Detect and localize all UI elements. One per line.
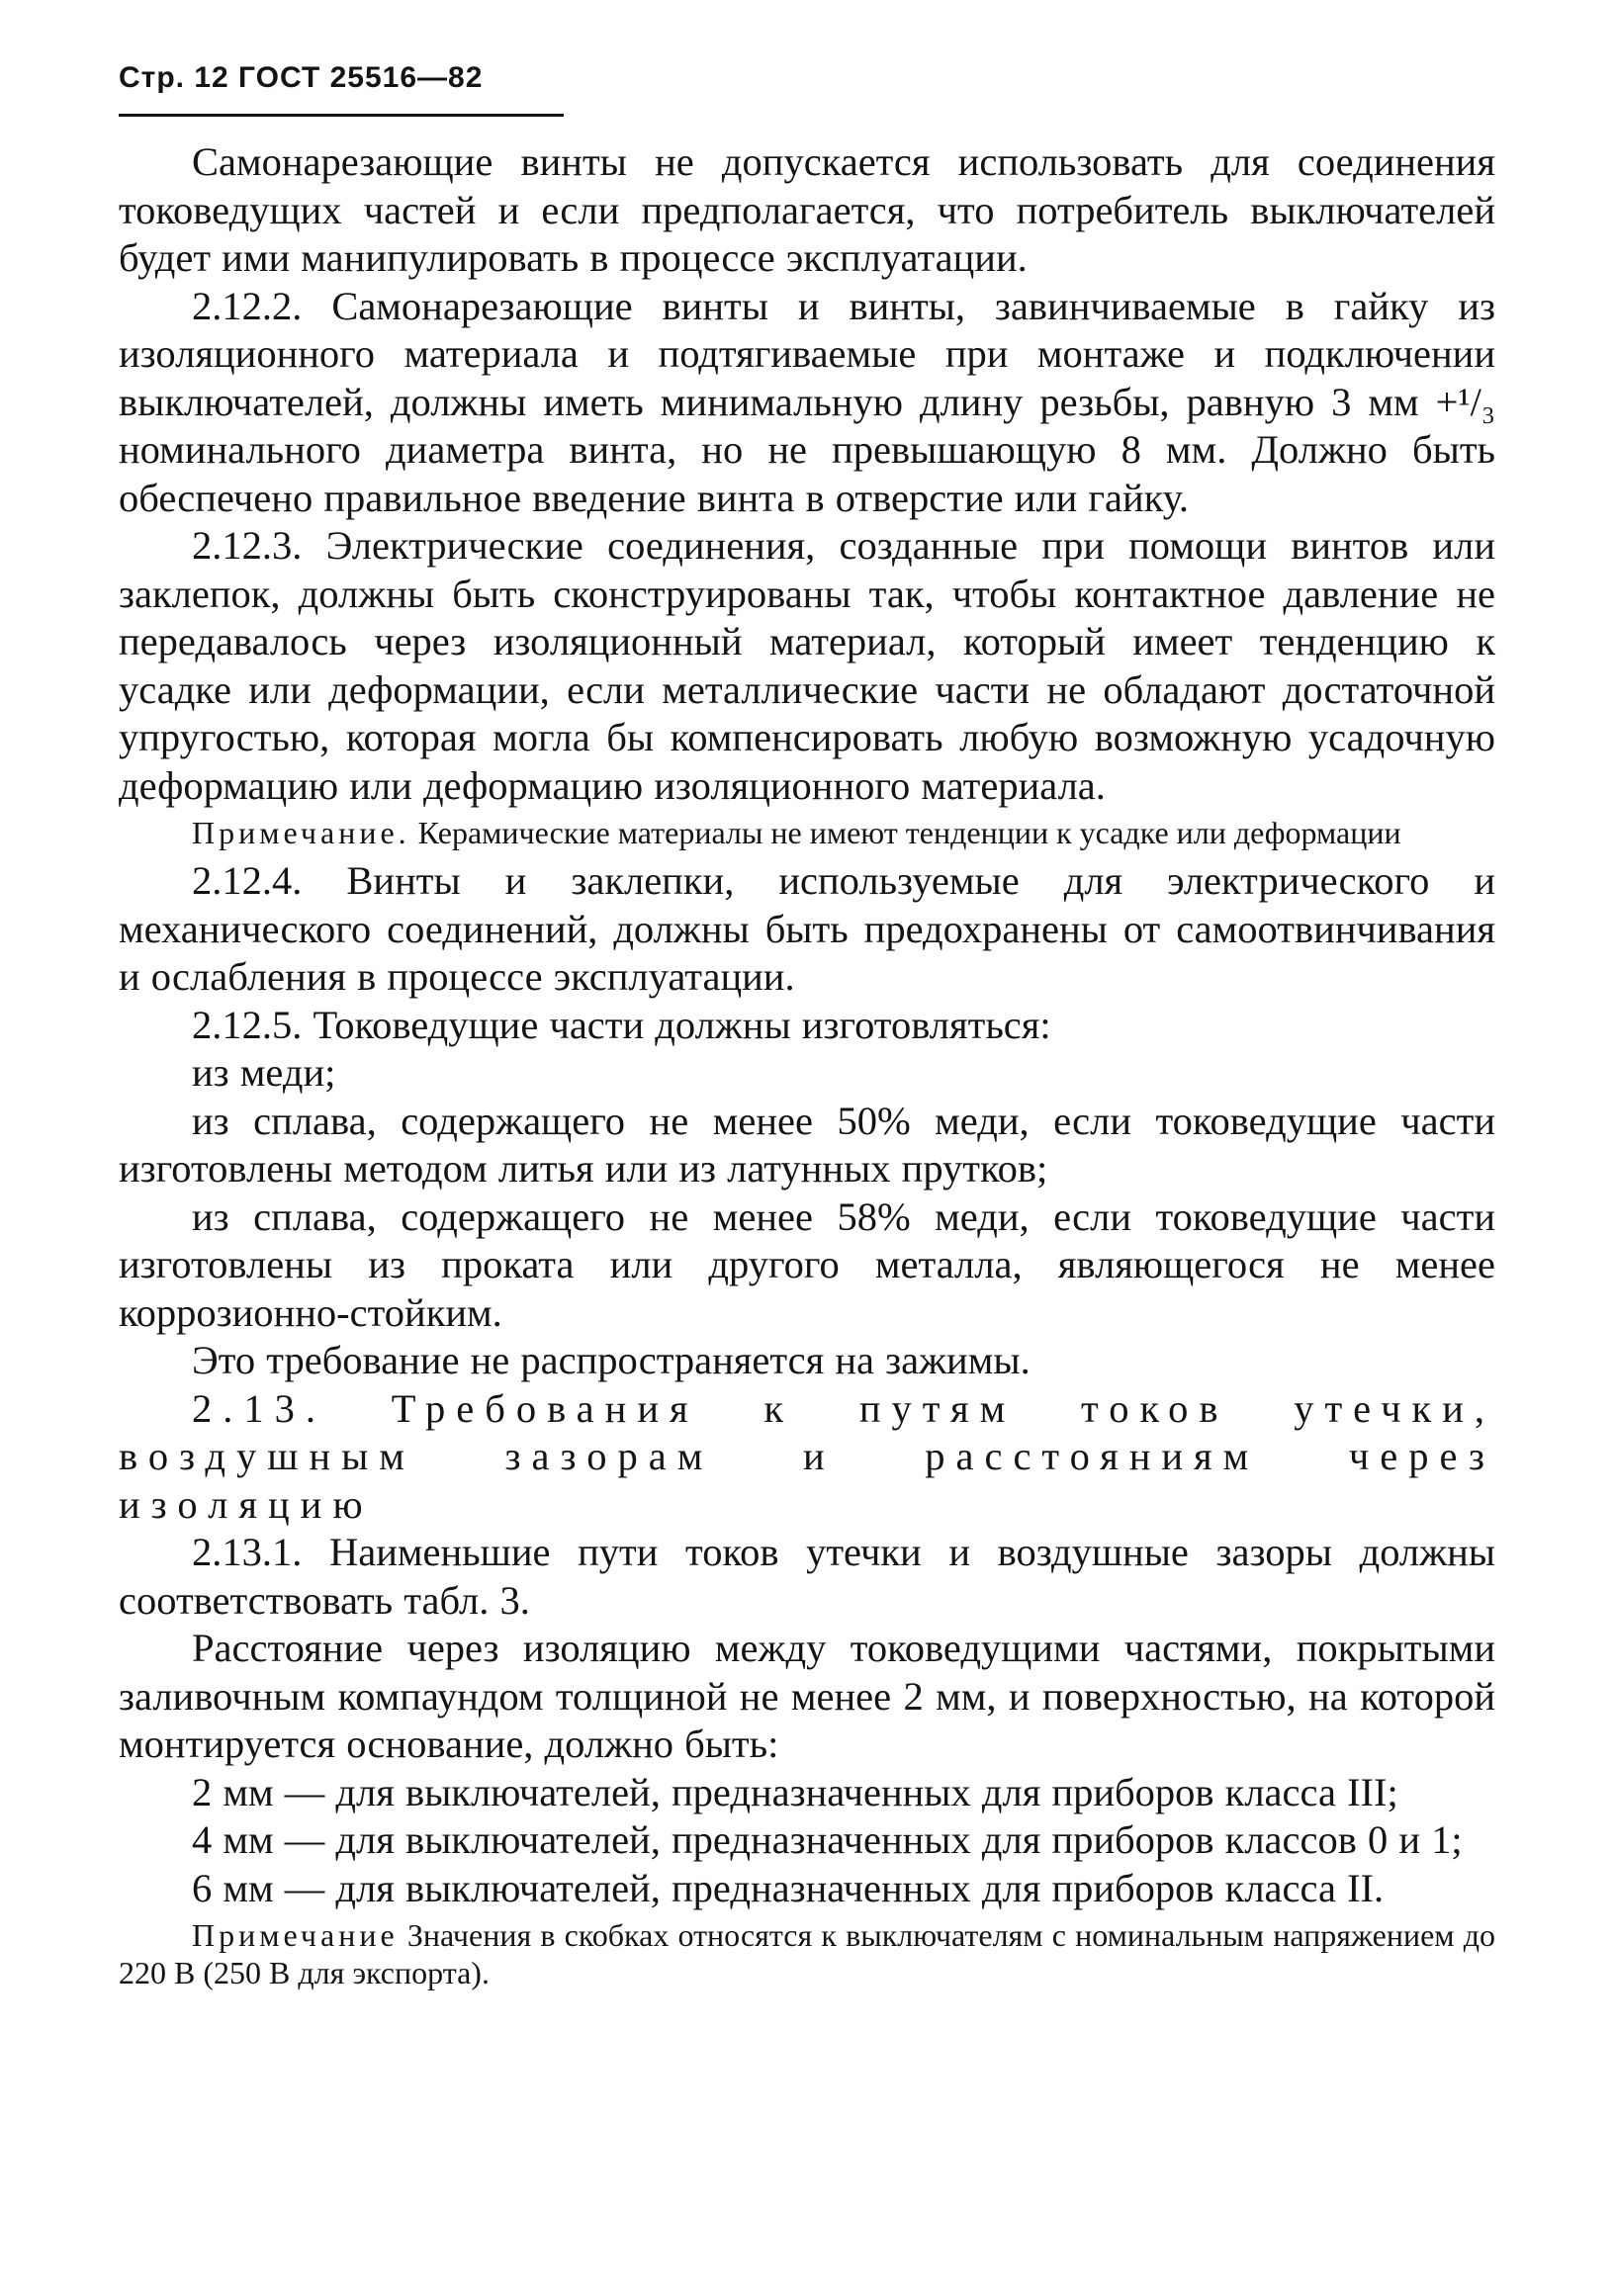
paragraph-insulation-distance: Расстояние через изоляцию между токоведущими частями, покрытыми заливочным компаундом толщиной не менее 2 мм, и поверхностью, на которой монтируется основание, должно быть: — [119, 1626, 1495, 1766]
paragraph-2-12-4: 2.12.4. Винты и заклепки, используемые для электрического и механического соединений, должны быть предохранены от самоотвинчивания и ослабления в процессе эксплуатации. — [119, 858, 1495, 999]
list-item-alloy-50: из сплава, содержащего не менее 50% меди, если токоведущие части изготовлены методом литья или из латунных прутков; — [119, 1098, 1495, 1191]
list-item-4mm: 4 мм — для выключателей, предназначенных для приборов классов 0 и 1; — [192, 1817, 1463, 1862]
note-brackets — [119, 1916, 1495, 1991]
note-label: Примечание. — [192, 815, 410, 850]
paragraph-self-tapping-screws: Самонарезающие винты не допускается использовать для соединения токоведущих частей и если предполагается, что потребитель выключателей будет ими манипулировать в процессе эксплуатации. — [119, 139, 1495, 280]
note-text: Керамические материалы не имеют тенденции к усадке или деформации — [417, 815, 1401, 850]
document-body — [119, 138, 1495, 1997]
note-text: Значения в скобках относятся к выключателям с номинальным напряжением до 220 В (250 В для экспорта). — [119, 1917, 1496, 1990]
paragraph-2-12-2: 2.12.2. Самонарезающие винты и винты, завинчиваемые в гайку из изоляционного материала и подтягиваемые при монтаже и подключении выключателей, должны иметь минимальную длину резьбы, равную 3 мм +¹/₃ номинального диаметра винта, но не превышающую 8 мм. Должно быть обеспечено правильное введение винта в отверстие или гайку. — [119, 283, 1495, 520]
list-item-copper: из меди; — [192, 1050, 336, 1095]
list-item-2mm: 2 мм — для выключателей, предназначенных для приборов класса III; — [192, 1769, 1398, 1814]
note-ceramic — [119, 814, 1495, 851]
section-heading-2-13: 2.13. Требования к путям токов утечки, воздушным зазорам и расстояниям через изоляцию — [119, 1385, 1495, 1527]
page-header: Стр. 12 ГОСТ 25516—82 — [119, 61, 484, 94]
note-label: Примечание — [192, 1917, 399, 1953]
paragraph-2-13-1: 2.13.1. Наименьшие пути токов утечки и воздушные зазоры должны соответствовать табл. 3. — [119, 1530, 1495, 1623]
paragraph-clamps-exception: Это требование не распространяется на зажимы. — [192, 1338, 1031, 1382]
list-item-alloy-58: из сплава, содержащего не менее 58% меди, если токоведущие части изготовлены из проката или другого металла, являющегося не менее коррозионно-стойким. — [119, 1193, 1495, 1335]
paragraph-2-12-5: 2.12.5. Токоведущие части должны изготовляться: — [192, 1002, 1051, 1047]
list-item-6mm: 6 мм — для выключателей, предназначенных для приборов класса II. — [192, 1865, 1385, 1910]
header-rule — [119, 114, 564, 117]
paragraph-2-12-3: 2.12.3. Электрические соединения, созданные при помощи винтов или заклепок, должны быть сконструированы так, чтобы контактное давление не передавалось через изоляционный материал, который имеет тенденцию к усадке или деформации, если металлические части не обладают достаточной упругостью, которая могла бы компенсировать любую возможную усадочную деформацию или деформацию изоляционного материала. — [119, 523, 1495, 808]
